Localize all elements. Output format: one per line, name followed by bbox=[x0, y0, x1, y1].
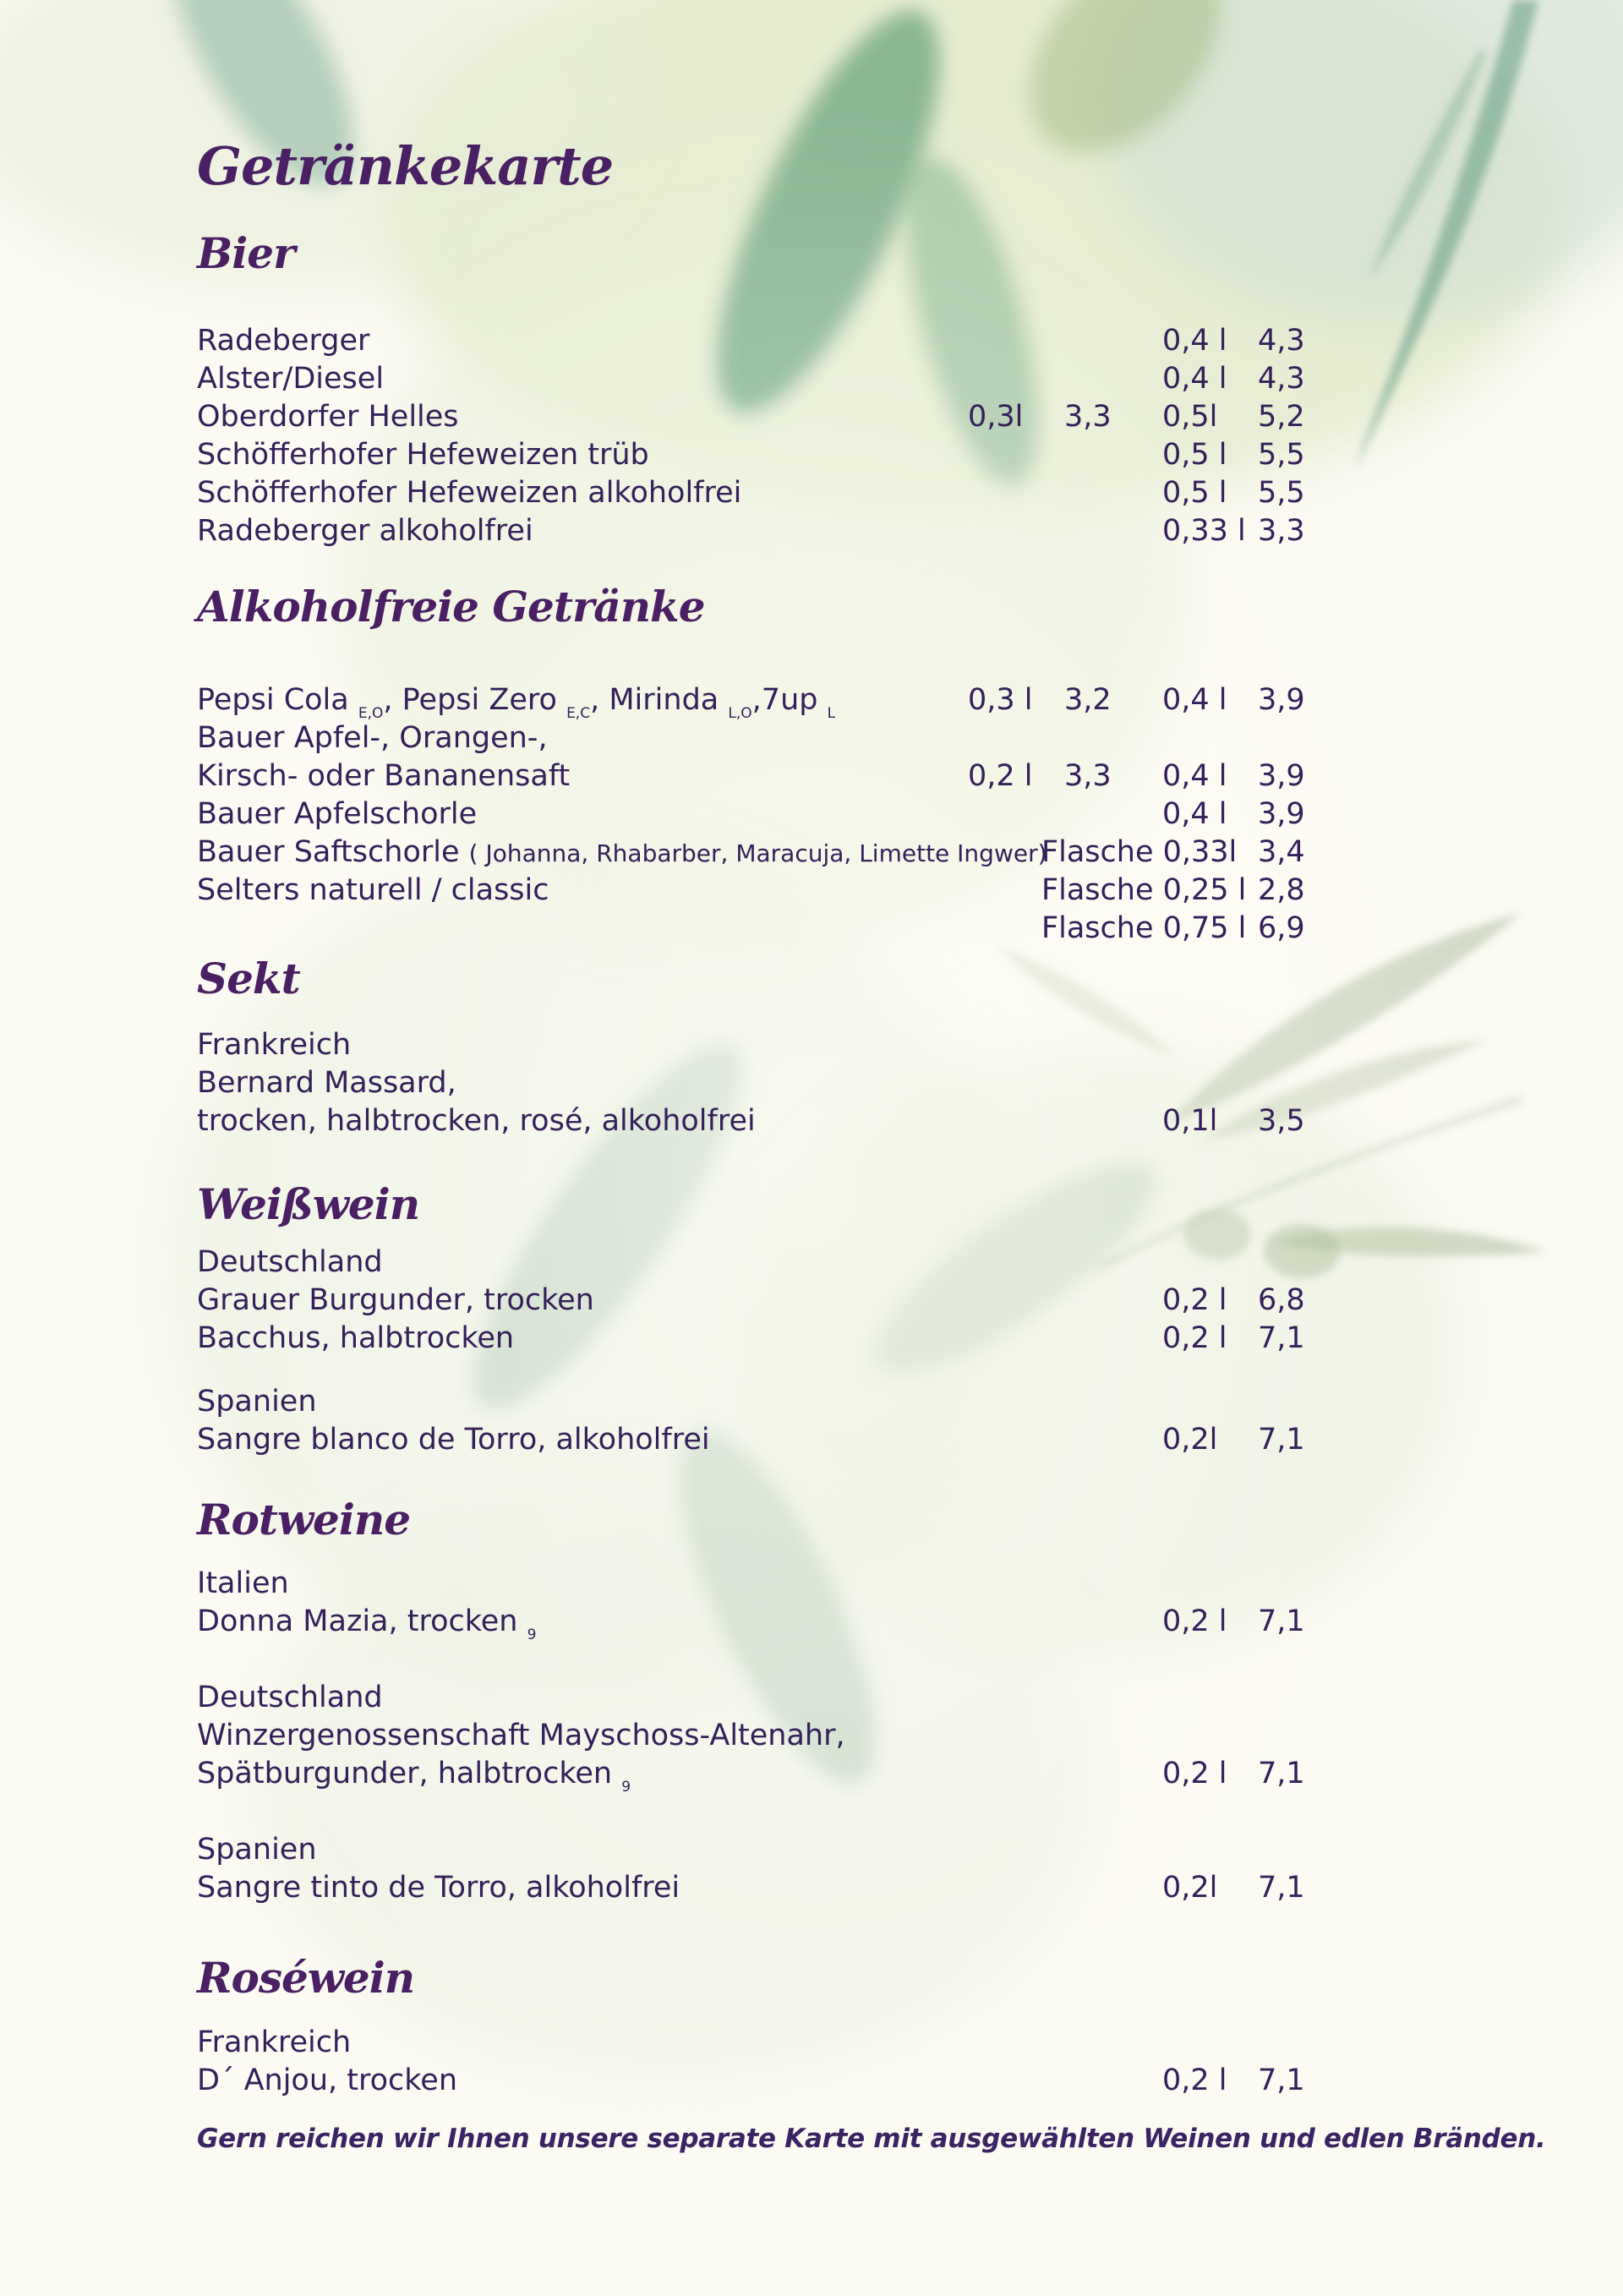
item-price: 2,8 bbox=[1258, 873, 1305, 907]
pepsi-cola: Pepsi Cola bbox=[197, 683, 349, 717]
item-volume: Flasche 0,75 l bbox=[1041, 911, 1247, 945]
menu-item bbox=[0, 511, 1623, 550]
item-price: 3,9 bbox=[1258, 797, 1305, 831]
item-volume: 0,2l bbox=[1162, 1871, 1218, 1905]
item-volume: 0,4 l bbox=[1162, 362, 1227, 396]
country-label: Spanien bbox=[197, 1385, 317, 1419]
country-label: Frankreich bbox=[197, 1028, 352, 1062]
menu-item bbox=[0, 1063, 1623, 1102]
item-price: 7,1 bbox=[1258, 1423, 1305, 1457]
country-label: Spanien bbox=[197, 1833, 317, 1867]
item-name: Oberdorfer Helles bbox=[197, 400, 459, 434]
item-volume: 0,2l bbox=[1162, 1423, 1218, 1457]
item-name: Pepsi Cola $_{E,O}$, Pepsi Zero $_{E,C}$, Mirinda $_{L,O}$,7up $_L$ bbox=[197, 683, 836, 722]
menu-item bbox=[0, 1420, 1623, 1459]
section-heading-bier: Bier bbox=[197, 228, 295, 278]
menu-item bbox=[0, 2061, 1623, 2100]
item-volume: Flasche 0,33l bbox=[1041, 835, 1238, 869]
allergen-note: L bbox=[827, 705, 836, 722]
item-name: Radeberger bbox=[197, 324, 370, 358]
item-volume: 0,5 l bbox=[1162, 476, 1227, 510]
menu-item bbox=[0, 871, 1623, 910]
item-name: Sangre tinto de Torro, alkoholfrei bbox=[197, 1871, 680, 1905]
item-name: Selters naturell / classic bbox=[197, 873, 549, 907]
item-name: Sangre blanco de Torro, alkoholfrei bbox=[197, 1423, 710, 1457]
menu-item bbox=[0, 1102, 1623, 1140]
country-label: Italien bbox=[197, 1566, 289, 1600]
country-label: Frankreich bbox=[197, 2025, 352, 2059]
item-name: Donna Mazia, trocken $_9$ bbox=[197, 1604, 537, 1643]
footer-note: Gern reichen wir Ihnen unsere separate Karte mit ausgewählten Weinen und edlen Bränden. bbox=[197, 2124, 1546, 2154]
menu-item bbox=[0, 1716, 1623, 1755]
menu-item bbox=[0, 321, 1623, 360]
item-price: 7,1 bbox=[1258, 1604, 1305, 1638]
item-name: Bauer Apfel-, Orangen-, bbox=[197, 721, 548, 755]
mirinda: Mirinda bbox=[609, 683, 719, 717]
item-volume: 0,4 l bbox=[1162, 324, 1227, 358]
section-heading-rosewein: Roséwein bbox=[197, 1953, 415, 2003]
pepsi-zero: Pepsi Zero bbox=[402, 683, 557, 717]
flavor-note: ( Johanna, Rhabarber, Maracuja, Limette Ingwer) bbox=[468, 839, 1047, 867]
item-volume: 0,1l bbox=[1162, 1104, 1218, 1138]
item-price-small: 3,2 bbox=[1064, 683, 1112, 717]
item-price: 3,3 bbox=[1258, 514, 1305, 548]
menu-item bbox=[0, 909, 1623, 948]
country-label: Deutschland bbox=[197, 1681, 383, 1714]
item-price: 5,5 bbox=[1258, 476, 1305, 510]
item-price: 6,9 bbox=[1258, 911, 1305, 945]
menu-item bbox=[0, 435, 1623, 474]
section-heading-weisswein: Weißwein bbox=[197, 1179, 420, 1229]
section-heading-rotwein: Rotweine bbox=[197, 1495, 411, 1544]
item-price: 7,1 bbox=[1258, 2064, 1305, 2097]
item-name: Bernard Massard, bbox=[197, 1066, 456, 1100]
menu-item bbox=[0, 1602, 1623, 1641]
item-price: 7,1 bbox=[1258, 1757, 1305, 1790]
item-name: Schöfferhofer Hefeweizen alkoholfrei bbox=[197, 476, 742, 510]
menu-item bbox=[0, 795, 1623, 834]
menu-item bbox=[0, 1754, 1623, 1796]
menu-item bbox=[0, 473, 1623, 512]
item-price: 3,4 bbox=[1258, 835, 1305, 869]
item-name: trocken, halbtrocken, rosé, alkoholfrei bbox=[197, 1104, 756, 1138]
item-price-small: 3,3 bbox=[1064, 400, 1112, 434]
item-price: 7,1 bbox=[1258, 1321, 1305, 1355]
item-volume: 0,2 l bbox=[1162, 1321, 1227, 1355]
item-price: 4,3 bbox=[1258, 324, 1305, 358]
item-volume: 0,2 l bbox=[1162, 1604, 1227, 1638]
item-name: Alster/Diesel bbox=[197, 362, 385, 396]
item-name: Bauer Saftschorle ( Johanna, Rhabarber, Maracuja, Limette Ingwer) bbox=[197, 835, 1047, 869]
item-volume: 0,2 l bbox=[1162, 2064, 1227, 2097]
item-price: 5,2 bbox=[1258, 400, 1305, 434]
item-price: 6,8 bbox=[1258, 1283, 1305, 1317]
item-volume: 0,5l bbox=[1162, 400, 1218, 434]
item-name: Grauer Burgunder, trocken bbox=[197, 1283, 594, 1317]
item-volume: 0,2 l bbox=[1162, 1283, 1227, 1317]
item-name: D´ Anjou, trocken bbox=[197, 2064, 458, 2097]
menu-item bbox=[0, 1319, 1623, 1358]
footnote-marker: 9 bbox=[621, 1779, 631, 1796]
menu-item bbox=[0, 1868, 1623, 1907]
item-price-small: 3,3 bbox=[1064, 759, 1112, 793]
menu-item bbox=[0, 359, 1623, 398]
item-name: Bacchus, halbtrocken bbox=[197, 1321, 515, 1355]
item-volume: 0,33 l bbox=[1162, 514, 1246, 548]
allergen-note: E,O bbox=[358, 705, 384, 722]
item-volume: 0,4 l bbox=[1162, 759, 1227, 793]
item-volume: 0,4 l bbox=[1162, 683, 1227, 717]
item-name: Winzergenossenschaft Mayschoss-Altenahr, bbox=[197, 1719, 845, 1752]
menu-item bbox=[0, 397, 1623, 436]
allergen-note: E,C bbox=[566, 705, 591, 722]
section-heading-alkoholfrei: Alkoholfreie Getränke bbox=[197, 582, 705, 631]
section-heading-sekt: Sekt bbox=[197, 954, 300, 1003]
menu-item bbox=[0, 833, 1623, 872]
menu-item bbox=[0, 1281, 1623, 1320]
menu-item bbox=[0, 681, 1623, 722]
menu-item bbox=[0, 757, 1623, 795]
menu-item bbox=[0, 719, 1623, 757]
item-name: Kirsch- oder Bananensaft bbox=[197, 759, 571, 793]
page-title: Getränkekarte bbox=[197, 135, 614, 197]
item-name: Schöfferhofer Hefeweizen trüb bbox=[197, 438, 649, 472]
item-volume: 0,5 l bbox=[1162, 438, 1227, 472]
allergen-note: L,O bbox=[728, 705, 752, 722]
item-price: 7,1 bbox=[1258, 1871, 1305, 1905]
item-price: 3,5 bbox=[1258, 1104, 1305, 1138]
item-price: 5,5 bbox=[1258, 438, 1305, 472]
item-volume: 0,4 l bbox=[1162, 797, 1227, 831]
item-volume-small: 0,2 l bbox=[968, 759, 1033, 793]
footnote-marker: 9 bbox=[527, 1626, 537, 1643]
item-name: Bauer Apfelschorle bbox=[197, 797, 478, 831]
country-label: Deutschland bbox=[197, 1245, 383, 1279]
item-volume-small: 0,3 l bbox=[968, 683, 1033, 717]
item-volume: Flasche 0,25 l bbox=[1041, 873, 1247, 907]
item-name: Spätburgunder, halbtrocken $_9$ bbox=[197, 1757, 631, 1796]
item-price: 4,3 bbox=[1258, 362, 1305, 396]
item-volume: 0,2 l bbox=[1162, 1757, 1227, 1790]
item-price: 3,9 bbox=[1258, 759, 1305, 793]
seven-up: 7up bbox=[761, 683, 818, 717]
item-volume-small: 0,3l bbox=[968, 400, 1024, 434]
item-name: Radeberger alkoholfrei bbox=[197, 514, 533, 548]
item-price: 3,9 bbox=[1258, 683, 1305, 717]
